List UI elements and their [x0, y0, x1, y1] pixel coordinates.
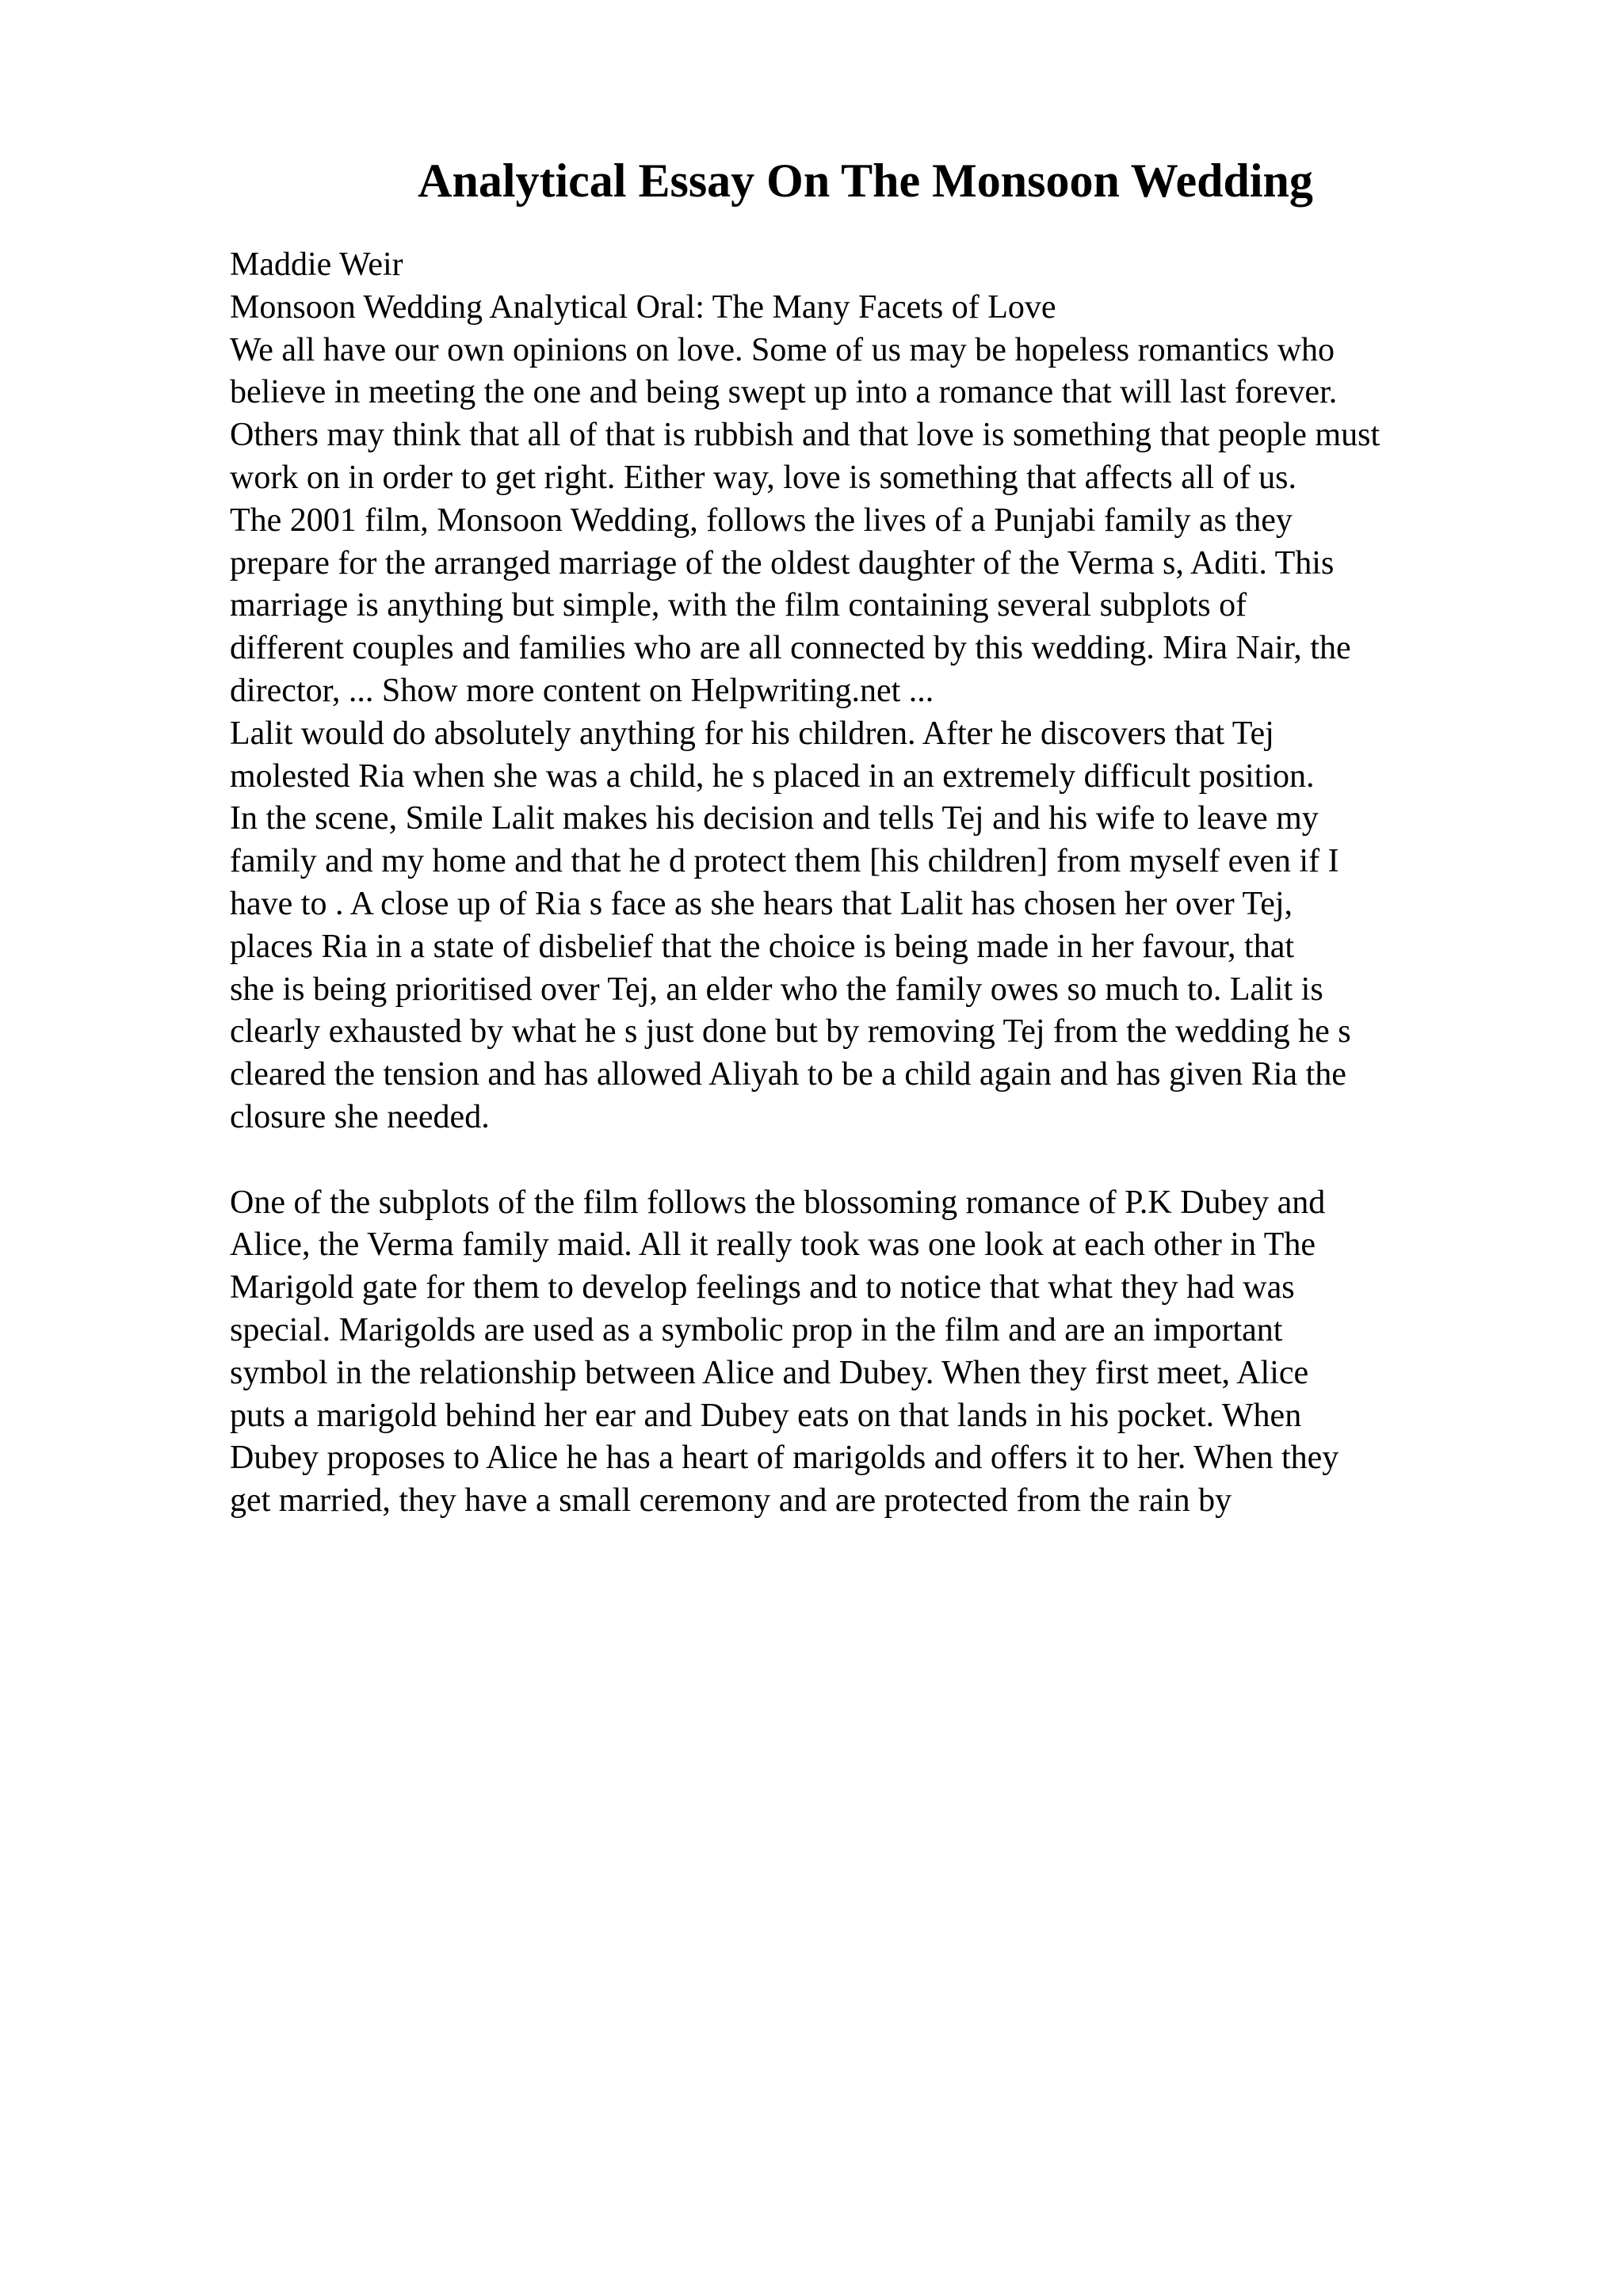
text-line: different couples and families who are all connected by this wedding. Mira Nair, the: [230, 630, 1351, 667]
text-line: puts a marigold behind her ear and Dubey eats on that lands in his pocket. When: [230, 1397, 1302, 1434]
text-line: cleared the tension and has allowed Aliyah to be a child again and has given Ria the: [230, 1056, 1346, 1093]
text-line: director, ... Show more content on Helpwriting.net ...: [230, 672, 934, 709]
text-line: Lalit would do absolutely anything for his children. After he discovers that Tej: [230, 715, 1274, 752]
text-line: marriage is anything but simple, with the film containing several subplots of: [230, 587, 1247, 624]
text-line: symbol in the relationship between Alice and Dubey. When they first meet, Alice: [230, 1354, 1309, 1391]
paragraph-block-1: [230, 244, 1514, 1139]
text-line: Maddie Weir: [230, 246, 403, 283]
paragraph-gap: [230, 1139, 1514, 1182]
document-body: [230, 244, 1514, 1523]
text-line: We all have our own opinions on love. Some of us may be hopeless romantics who: [230, 331, 1335, 368]
text-line: Marigold gate for them to develop feelings and to notice that what they had was: [230, 1269, 1295, 1306]
text-line: special. Marigolds are used as a symbolic prop in the film and are an important: [230, 1311, 1283, 1348]
document-title: Analytical Essay On The Monsoon Wedding: [418, 154, 1313, 207]
paragraph-block-2: [230, 1182, 1514, 1523]
text-line: Others may think that all of that is rubbish and that love is something that people must: [230, 417, 1381, 454]
text-line: have to . A close up of Ria s face as she hears that Lalit has chosen her over Tej,: [230, 885, 1293, 922]
text-line: prepare for the arranged marriage of the oldest daughter of the Verma s, Aditi. This: [230, 544, 1335, 582]
text-line: places Ria in a state of disbelief that the choice is being made in her favour, that: [230, 928, 1295, 965]
text-line: believe in meeting the one and being swept up into a romance that will last forever.: [230, 374, 1338, 411]
text-line: Alice, the Verma family maid. All it really took was one look at each other in The: [230, 1226, 1316, 1264]
text-line: In the scene, Smile Lalit makes his decision and tells Tej and his wife to leave my: [230, 800, 1319, 837]
text-line: The 2001 film, Monsoon Wedding, follows the lives of a Punjabi family as they: [230, 502, 1293, 539]
text-line: family and my home and that he d protect them [his children] from myself even if I: [230, 843, 1339, 880]
text-line: Dubey proposes to Alice he has a heart of marigolds and offers it to her. When they: [230, 1440, 1339, 1477]
text-line: she is being prioritised over Tej, an elder who the family owes so much to. Lalit is: [230, 971, 1323, 1008]
text-line: clearly exhausted by what he s just done but by removing Tej from the wedding he s: [230, 1013, 1351, 1051]
text-line: closure she needed.: [230, 1098, 490, 1135]
text-line: Monsoon Wedding Analytical Oral: The Many Facets of Love: [230, 288, 1056, 326]
text-line: molested Ria when she was a child, he s placed in an extremely difficult position.: [230, 757, 1315, 795]
text-line: get married, they have a small ceremony and are protected from the rain by: [230, 1482, 1232, 1520]
text-line: work on in order to get right. Either way, love is something that affects all of us.: [230, 459, 1297, 496]
text-line: One of the subplots of the film follows the blossoming romance of P.K Dubey and: [230, 1184, 1326, 1221]
